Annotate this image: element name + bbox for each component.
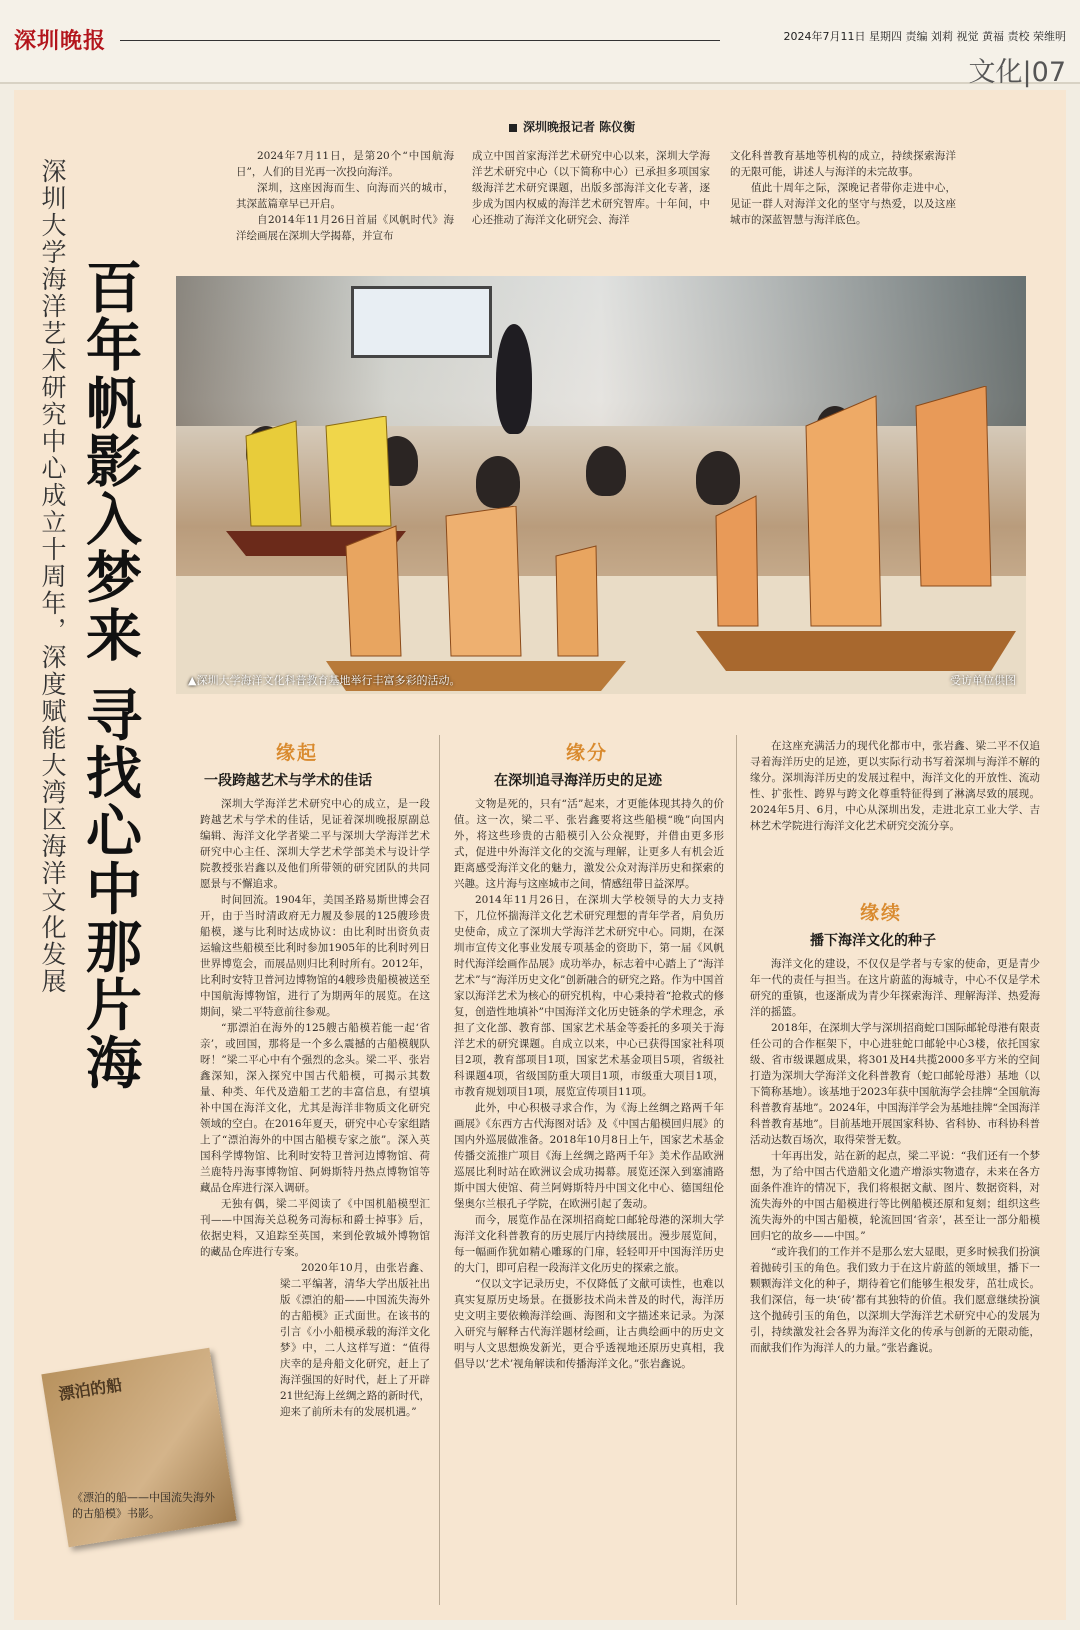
body-paragraph: 而今，展览作品在深圳招商蛇口邮轮母港的深圳大学海洋文化科普教育的历史展厅内持续展出。漫步展览间，每一幅画作犹如精心雕琢的门扉，轻轻叩开中国海洋历史的大门，即可启程一段海洋文化历史的探索之旅。	[454, 1214, 724, 1274]
body-paragraph: 2018年，在深圳大学与深圳招商蛇口国际邮轮母港有限责任公司的合作框架下，中心进驻蛇口邮轮中心3楼，依托国家级、省市级课题成果，将301及H4共揽2000多平方米的空间打造为深圳大学海洋文化科普教育（蛇口邮轮母港）基地（以下简称基地）。该基地于2023年获中国航海学会挂牌“全国航海科普教育基地”。2024年，中国海洋学会为基地挂牌“全国海洋科普教育基地”。目前基地开展国家科协、省科协、市科协科普活动达数百场次，取得荣誉无数。	[750, 1022, 1040, 1146]
book-title: 漂泊的船	[57, 1375, 124, 1404]
intro-paragraph: 2024年7月11日，是第20个“中国航海日”，人们的目光再一次投向海洋。	[236, 150, 454, 178]
section-label: 文化|07	[968, 57, 1066, 88]
section-title-2: 在深圳追寻海洋历史的足迹	[494, 773, 662, 789]
photo-caption: ▲深圳大学海洋文化科普教育基地举行丰富多彩的活动。	[188, 674, 461, 687]
body-paragraph: 无独有偶，梁二平阅读了《中国机船模型汇刊——中国海关总税务司海标和爵士掉事》后，依据史料，又追踪至英国，来到伦敦城外博物馆的藏品仓库进行专案。	[200, 1198, 430, 1258]
body-paragraph: 在这座充满活力的现代化都市中，张岩鑫、梁二平不仅追寻着海洋历史的足迹，更以实际行动书写着深圳与海洋不解的缘分。深圳海洋历史的发展过程中，海洋文化的开放性、流动性、扩张性、跨界与跨文化尊重特征得到了淋漓尽致的展现。2024年5月、6月，中心从深圳出发，走进北京工业大学、吉林艺术学院进行海洋文化艺术研究交流分享。	[750, 740, 1040, 832]
ship-model-orange-1	[326, 506, 626, 694]
section-title-1: 一段跨越艺术与学术的佳话	[204, 773, 372, 789]
issue-meta: 2024年7月11日 星期四 责编 刘莉 视觉 黄福 责校 荣维明	[783, 30, 1066, 43]
intro-column-3	[730, 148, 956, 228]
intro-column-1	[236, 148, 454, 244]
column-divider	[736, 735, 737, 1605]
audience-figure	[476, 456, 520, 508]
ship-model-orange-2	[696, 386, 1016, 686]
intro-paragraph: 深圳，这座因海而生、向海而兴的城市，其深蓝篇章早已开启。	[236, 182, 454, 210]
section-title-3: 播下海洋文化的种子	[810, 933, 936, 949]
intro-paragraph: 自2014年11月26日首届《风帆时代》海洋绘画展在深圳大学揭幕，并宣布	[236, 214, 454, 242]
section-2-body	[454, 796, 724, 1372]
newspaper-logo: 深圳晚报	[14, 28, 107, 54]
masthead-rule	[120, 40, 720, 41]
section-tag-yuanfen: 缘分	[566, 742, 609, 764]
section-1-body	[200, 796, 430, 1420]
byline-text: 深圳晚报记者 陈仪衡	[523, 120, 636, 134]
body-paragraph: “那漂泊在海外的125艘古船模若能一起‘省亲’，或回国，那将是一个多么震撼的古船模舰队呀！”梁二平心中有个强烈的念头。梁二平、张岩鑫深知，深入探究中国古代船模，可揭示其数量、种类、年代及造船工艺的丰富信息，有望填补中国在海洋文化，尤其是海洋非物质文化研究领域的空白。在2016年夏天，研究中心专家组踏上了“漂泊海外的中国古船模专家之旅”。深入英国科学博物馆、比利时安特卫普河边博物馆、荷兰鹿特丹海事博物馆、阿姆斯特丹热点博物馆等藏品仓库进行深入调研。	[200, 1022, 430, 1194]
body-paragraph: “或许我们的工作并不是那么宏大显眼，更多时候我们扮演着抛砖引玉的角色。我们致力于在这片蔚蓝的领域里，播下一颗颗海洋文化的种子，期待着它们能够生根发芽，茁壮成长。我们深信，每一块‘砖’都有其独特的价值。我们愿意继续扮演这个抛砖引玉的角色，以深圳大学海洋艺术研究中心的发展为引，持续激发社会各界为海洋文化的传承与创新的无限动能，而献我们作为海洋人的力量。”张岩鑫说。	[750, 1246, 1040, 1354]
section-tag-yuanqi: 缘起	[276, 742, 319, 764]
body-paragraph: 文物是死的，只有“活”起来，才更能体现其持久的价值。这一次，梁二平、张岩鑫要将这些船模“晚”向国内外，将这些珍贵的古船模引入公众视野，并借由更多形式，促进中外海洋文化的交流与理解，让更多人有机会近距离感受海洋文化的魅力，激发公众对海洋历史和探索的兴趣。这片海与这座城市之间，情感纽带日益深厚。	[454, 798, 724, 890]
section-tag-yuanxu: 缘续	[860, 902, 903, 924]
audience-figure	[586, 446, 626, 496]
byline-square-icon	[509, 124, 517, 132]
byline	[509, 118, 635, 135]
book-caption: 《漂泊的船——中国流失海外的古船模》书影。	[72, 1491, 215, 1520]
photo-credit: 受访单位供图	[950, 674, 1016, 687]
presenter-figure	[496, 324, 532, 434]
body-paragraph: 时间回流。1904年，美国圣路易斯世博会召开，由于当时清政府无力履及参展的125艘珍贵船模，遂与比利时达成协议：由比利时出资负责运输这些船模至比利时参加1905年的比利时列日世界博览会，而展品则归比利时所有。2012年，比利时安特卫普河边博物馆的4艘珍贵船模被送至中国航海博物馆，进行了为期两年的展览。在这期间，梁二平特意前往参观。	[200, 894, 430, 1018]
intro-paragraph: 值此十周年之际，深晚记者带你走进中心，见证一群人对海洋文化的坚守与热爱，以及这座城市的深蓝智慧与海洋底色。	[730, 182, 956, 226]
body-paragraph: 十年再出发，站在新的起点，梁二平说：“我们还有一个梦想，为了给中国古代造船文化遗产增添实物遗存，未来在各方面条件准许的情况下，我们将根据文献、图片、数据资料，对流失海外的中国古船模进行等比例船模还原和复刻；组织这些流失海外的中国古船模，轮流回国‘省亲’，甚至让一部分船模回归它的故乡——中国。”	[750, 1150, 1040, 1242]
body-paragraph: 海洋文化的建设，不仅仅是学者与专家的使命，更是青少年一代的责任与担当。在这片蔚蓝的海城寺，中心不仅是学术研究的重镇，也逐渐成为青少年探索海洋、理解海洋、热爱海洋的摇篮。	[750, 958, 1040, 1018]
intro-column-2	[472, 148, 710, 228]
body-paragraph: 2014年11月26日，在深圳大学校领导的大力支持下，几位怀揣海洋文化艺术研究理想的青年学者，肩负历史使命，成立了深圳大学海洋艺术研究中心。同期，在深圳市宣传文化事业发展专项基金的资助下，第一届《风帆时代海洋绘画作品展》成功举办，标志着中心踏上了“海洋艺术”与“海洋历史文化”创新融合的研究之路。作为中国首家以海洋艺术为核心的研究机构，中心秉持着“抢救式的修复，创造性地填补”中国海洋文化历史链条的学术理念，承担了文化部、教育部、国家艺术基金等委托的多项关于海洋艺术的研究课题。自成立以来，中心已获得国家社科项目2项，教育部项目1项，国家艺术基金项目5项，省级社科课题4项，省级国防重大项目1项，市级重大项目1项，市教育规划项目1项，展览宣传项目11项。	[454, 894, 724, 1098]
body-paragraph: “仅以文字记录历史，不仅降低了文献可读性，也难以真实复原历史场景。在摄影技术尚未普及的时代，海洋历史文明主要依赖海洋绘画、海图和文字描述来记录。为深入研究与解释古代海洋题材绘画，让古典绘画中的历史文明与人文思想焕发新光，更合乎透视地还原历史真相，我倡导以‘艺术’视角解读和传播海洋文化。”张岩鑫说。	[454, 1278, 724, 1370]
body-paragraph: 此外，中心积极寻求合作，为《海上丝绸之路两千年画展》《东西方古代海图对话》及《中国古船模回归展》的国内外巡展做准备。2018年10月8日上午，国家艺术基金传播交流推广项目《海上丝绸之路两千年》美术作品欧洲巡展比利时站在欧洲议会成功揭幕。展览还深入到塞浦路斯中国大使馆、荷兰阿姆斯特丹中国文化中心、德国纽伦堡奥尔兰根孔子学院，在欧洲引起了轰动。	[454, 1102, 724, 1210]
masthead	[0, 0, 1080, 88]
section-3-body	[750, 956, 1040, 1356]
body-paragraph: 2020年10月，由张岩鑫、梁二平编著，清华大学出版社出版《漂泊的船——中国流失海外的古船模》正式面世。在该书的引言《小小船模承载的海洋文化梦》中，二人这样写道：“值得庆幸的是舟船文化研究，赶上了海洋强国的好时代，赶上了开辟21世纪海上丝绸之路的新时代，迎来了前所未有的发展机遇。”	[280, 1262, 430, 1418]
body-paragraph: 深圳大学海洋艺术研究中心的成立，是一段跨越艺术与学术的佳话，见证着深圳晚报原副总编辑、海洋文化学者梁二平与深圳大学海洋艺术研究中心主任、深圳大学艺术学部美术与设计学院教授张岩鑫以及他们所带领的研究团队的共同愿景与不懈追求。	[200, 798, 430, 890]
intro-paragraph: 文化科普教育基地等机构的成立，持续探索海洋的无限可能，讲述人与海洋的未完故事。	[730, 150, 956, 178]
article-subtitle: 深圳大学海洋艺术研究中心成立十周年，深度赋能大湾区海洋文化发展	[38, 158, 67, 995]
section-2-continued	[750, 738, 1040, 834]
article-headline: 百年帆影入梦来 寻找心中那片海	[77, 258, 142, 1092]
activity-photo	[176, 276, 1026, 694]
article-area	[14, 90, 1066, 1620]
photo-display-screen	[351, 286, 492, 358]
column-divider	[439, 735, 440, 1605]
intro-paragraph: 成立中国首家海洋艺术研究中心以来，深圳大学海洋艺术研究中心（以下简称中心）已承担多项国家级海洋艺术研究课题，出版多部海洋文化专著，逐步成为国内权威的海洋艺术研究智库。十年间，中心还推动了海洋文化研究会、海洋	[472, 150, 710, 226]
